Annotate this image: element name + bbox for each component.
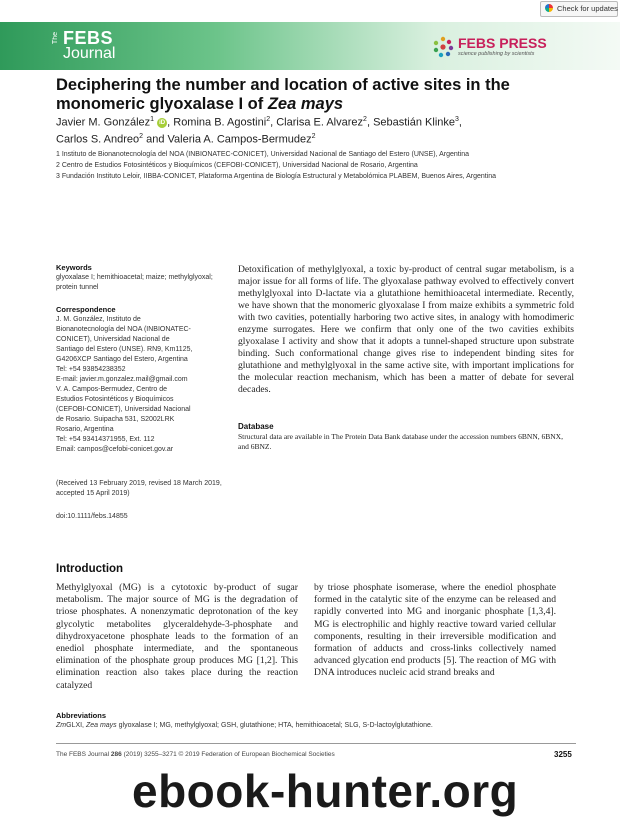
correspondence-line: G4206XCP Santiago del Estero, Argentina [56,356,188,363]
author-name: Carlos S. Andreo [56,133,140,146]
database-heading: Database [238,422,274,431]
correspondence-line: V. A. Campos-Bermudez, Centro de [56,386,168,393]
abbreviations-text [56,722,576,729]
introduction-column-2: by triose phosphate isomerase, where the enediol phosphate formed in the catalytic site of the enzyme can be released and rapidly converted into MG and inorganic phosphate [1,3,4]. MG is electrophilic and highly reactive toward varied cellular components, resulting in their irreversible modification and formation of adducts and cross-links collectively named advanced glycation end products [5]. The reaction of MG with DNA introduces nucleic acid strand breaks and [314,582,556,679]
keywords-heading: Keywords [56,263,92,272]
correspondence-line: J. M. González, Instituto de [56,316,141,323]
footer-journal: The FEBS Journal [56,751,111,758]
correspondence-line: Rosario, Argentina [56,426,114,433]
abbr-part: GLXI, [66,722,86,729]
affiliation-2: 2 Centro de Estudios Fotosintéticos y Bioquímicos (CEFOBI-CONICET), Universidad Nacional de Rosario, Argentina [56,162,418,169]
correspondence-line: CONICET), Universidad Nacional de [56,336,170,343]
correspondence-line: de Rosario. Suipacha 531, S2002LRK [56,416,175,423]
database-text: Structural data are available in The Protein Data Bank database under the accession numbers 6BNN, 6BNX, and 6BNZ. [238,432,563,451]
correspondence-email-link[interactable]: Email: campos@cefobi-conicet.gov.ar [56,446,174,453]
article-title [56,76,576,114]
check-for-updates-button[interactable] [540,1,618,17]
received-dates: (Received 13 February 2019, revised 18 March 2019, accepted 15 April 2019) [56,480,222,497]
footer-rest: (2019) 3255–3271 © 2019 Federation of European Biochemical Societies [121,751,335,758]
check-updates-label: Check for updates [557,4,618,13]
author-name: Romina B. Agostini [173,116,267,129]
abbr-part: glyoxalase I; MG, methylglyoxal; GSH, glutathione; HTA, hemithioacetal; SLG, S-D-lactoylglutathione. [116,722,433,729]
watermark-text: ebook-hunter.org [132,765,519,817]
abbreviations-heading: Abbreviations [56,711,107,720]
correspondence-heading: Correspondence [56,305,116,314]
author-name: Javier M. González [56,116,151,129]
title-species: Zea mays [267,95,344,113]
page-number: 3255 [554,750,572,759]
correspondence-email-link[interactable]: E-mail: javier.m.gonzalez.mail@gmail.com [56,376,188,383]
keywords-text: glyoxalase I; hemithioacetal; maize; methylglyoxal; protein tunnel [56,274,213,291]
footer-volume: 286 [110,751,122,758]
abbr-zm: Zm [56,722,67,729]
introduction-column-1: Methylglyoxal (MG) is a cytotoxic by-product of sugar metabolism. The major source of MG is the degradation of triose phosphates. A nonenzymatic deprotonation of the key glycolytic metabolites glyceraldehyde-3-phosphate and dihydroxyacetone phosphate leads to the formation of an enediol phosphate intermediate, and the spontaneous elimination of the phosphate group produces MG [1,2]. This elimination reaction also takes place during the reaction catalyzed [56,582,298,691]
doi-link[interactable]: doi:10.1111/febs.14855 [56,513,128,520]
affiliation-3: 3 Fundación Instituto Leloir, IIBBA-CONICET, Plataforma Argentina de Biología Estructural y Metabolómica PLABEM, Buenos Aires, Argentina [56,173,497,180]
footer-citation [56,751,335,758]
logo-febs: FEBS [63,28,114,48]
correspondence-line: Tel: +54 93414371955, Ext. 112 [56,436,155,443]
affiliation-1: 1 Instituto de Bionanotecnología del NOA (INBIONATEC-CONICET), Universidad Nacional de Santiago del Estero (UNSE), Argentina [56,151,470,158]
press-title: FEBS PRESS [458,35,547,51]
correspondence-line: Santiago del Estero (UNSE). RN9, Km1125, [56,346,193,353]
orcid-icon[interactable]: iD [159,119,166,126]
author-name: Clarisa E. Alvarez [276,116,364,129]
abstract-text: Detoxification of methylglyoxal, a toxic by-product of central sugar metabolism, is a major issue for all forms of life. The glyoxalase pathway evolved to effectively convert methylglyoxal into D-lactate via a glutathione hemithioacetal intermediate. Recently, we have shown that the monomeric glyoxalase I from maize exhibits a symmetric fold with two cavities, potentially harboring two active sites, in analogy with homodimeric enzyme surrogates. Here we confirm that only one of the two cavities exhibits glyoxalase I activity and show that it adopts a tunnel-shaped structure upon substrate binding. Such conformational change gives rise to independent binding sites for glutathione and methylglyoxal in the same active site, with important implications for the molecular reaction mechanism, which has been a matter of debate for several decades. [238,264,574,395]
author-name: Valeria A. Campos-Bermudez [167,133,312,146]
footer-divider [56,743,576,744]
correspondence-line: Bionanotecnología del NOA (INBIONATEC- [56,326,191,333]
crossmark-icon [545,4,553,12]
correspondence-block [56,305,226,455]
press-subtitle: science publishing by scientists [458,51,535,57]
keywords-block [56,263,226,293]
title-main: Deciphering the number and location of active sites in the monomeric glyoxalase I of [56,76,510,113]
febs-press-dots-icon [432,36,454,58]
abbr-species: Zea mays [85,722,117,729]
logo-journal: Journal [63,45,116,62]
author-list: Javier M. González$^1$ iD , Romina B. Agostini$^2$, Clarisa E. Alvarez$^2$, Sebastián Klinke$^3$, Carlos S. Andreo$^2$ and Valeria A. Campos-Bermudez$^2$ [56,116,462,146]
introduction-heading: Introduction [56,563,124,575]
correspondence-line: Tel: +54 93854238352 [56,366,126,373]
author-name: Sebastián Klinke [373,116,456,129]
logo-the: The [52,32,59,45]
correspondence-line: Estudios Fotosintéticos y Bioquímicos [56,396,174,403]
correspondence-line: (CEFOBI-CONICET), Universidad Nacional [56,406,191,413]
